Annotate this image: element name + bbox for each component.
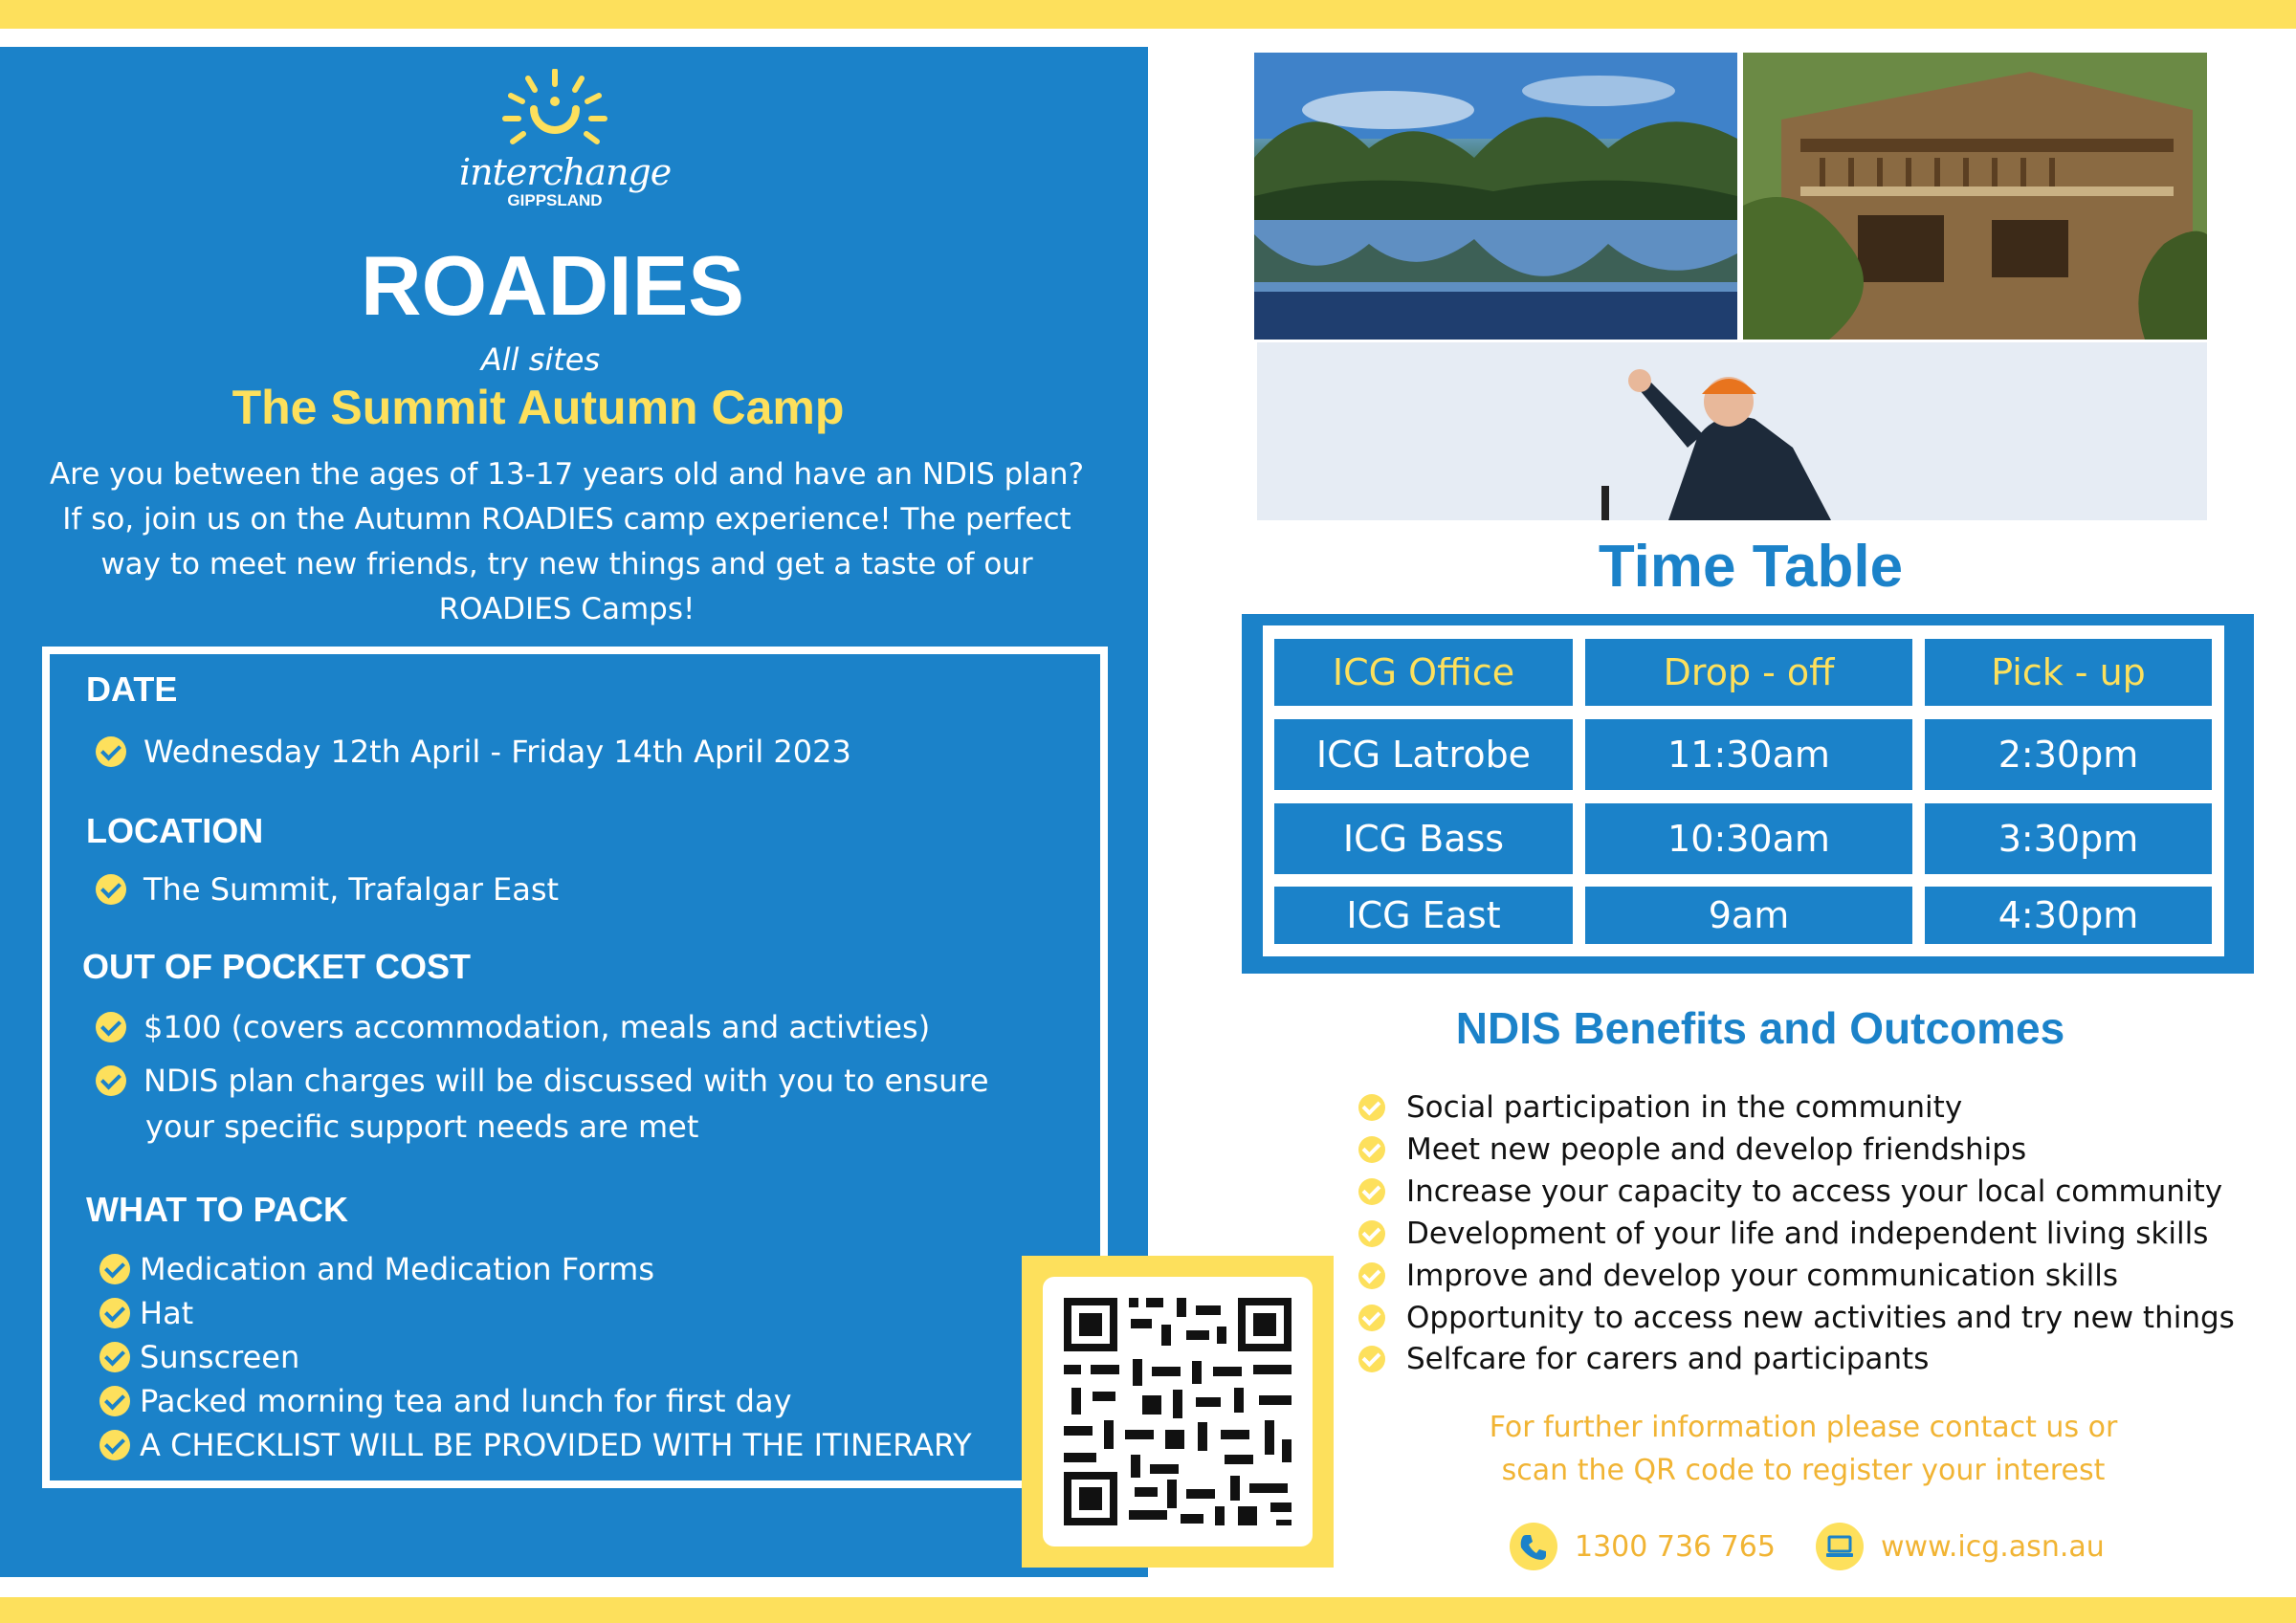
camp-name: The Summit Autumn Camp — [232, 381, 845, 434]
ndis-benefit-item — [1358, 1259, 2118, 1293]
sun-logo-icon — [459, 69, 651, 155]
date-value: Wednesday 12th April - Friday 14th April 2023 — [144, 734, 851, 770]
cost-item — [96, 1004, 930, 1050]
lake-photo — [1254, 53, 1737, 340]
timetable-cell: 11:30am — [1585, 719, 1912, 790]
check-icon — [1358, 1262, 1385, 1289]
ndis-benefit-text: Meet new people and develop friendships — [1406, 1132, 2027, 1167]
check-icon — [1358, 1094, 1385, 1121]
intro-paragraph: Are you between the ages of 13-17 years old and have an NDIS plan? If so, join us on the Autumn ROADIES camp experience! The perfect way to meet new friends, try new things and get a taste of our ROADIES Camps! — [49, 457, 1085, 626]
timetable-header-cell: Drop - off — [1585, 639, 1912, 706]
pack-item — [99, 1246, 654, 1292]
location-heading: LOCATION — [86, 811, 264, 850]
ndis-benefit-text: Selfcare for carers and participants — [1406, 1342, 1930, 1376]
top-accent-bar — [0, 0, 2296, 29]
check-icon — [1358, 1220, 1385, 1247]
date-heading: DATE — [86, 669, 178, 709]
ndis-benefit-item — [1358, 1174, 2222, 1209]
cost-item-text: $100 (covers accommodation, meals and activties) — [144, 1009, 931, 1045]
pack-item — [99, 1290, 193, 1336]
check-icon — [96, 874, 126, 905]
cost-item — [96, 1058, 989, 1104]
pack-item — [99, 1334, 299, 1380]
cost-item-text: your specific support needs are met — [145, 1108, 699, 1145]
qr-code-icon — [1043, 1277, 1313, 1546]
cost-item-text: NDIS plan charges will be discussed with you to ensure — [144, 1063, 989, 1099]
pack-item-text: Hat — [140, 1295, 194, 1331]
pack-item-text: A CHECKLIST WILL BE PROVIDED WITH THE ITINERARY — [140, 1427, 972, 1463]
check-icon — [1358, 1346, 1385, 1372]
check-icon — [96, 1012, 126, 1042]
check-icon — [99, 1342, 130, 1372]
page-title: ROADIES — [361, 238, 744, 333]
ndis-benefit-item — [1358, 1090, 1962, 1125]
qr-code-card — [1043, 1277, 1313, 1546]
timetable-cell: 10:30am — [1585, 803, 1912, 874]
pack-item — [99, 1378, 792, 1424]
website-contact[interactable] — [1816, 1523, 2105, 1570]
contact-prompt — [1435, 1406, 2172, 1492]
ndis-benefit-item — [1358, 1342, 1929, 1376]
website-link[interactable]: www.icg.asn.au — [1881, 1529, 2105, 1564]
contact-line-1: For further information please contact us or — [1489, 1411, 2118, 1444]
pack-item — [99, 1422, 972, 1468]
climber-photo — [1257, 342, 2207, 520]
contact-line-2: scan the QR code to register your interest — [1501, 1454, 2106, 1487]
logo-region: GIPPSLAND — [507, 191, 603, 209]
location-item — [96, 866, 559, 912]
sites-subtitle: All sites — [480, 341, 601, 378]
check-icon — [96, 736, 126, 767]
cabin-building-icon — [1743, 53, 2207, 340]
check-icon — [99, 1430, 130, 1460]
pack-item-text: Packed morning tea and lunch for first day — [140, 1383, 792, 1419]
logo-wordmark: interchange — [459, 151, 672, 193]
timetable-cell: 4:30pm — [1925, 887, 2212, 944]
check-icon — [96, 1065, 126, 1096]
ndis-benefit-item — [1358, 1217, 2208, 1251]
cost-item-continued — [145, 1104, 698, 1150]
qr-code[interactable] — [1022, 1256, 1334, 1568]
timetable-title: Time Table — [1598, 534, 1904, 600]
details-box-edge — [1100, 647, 1108, 1259]
pack-item-text: Sunscreen — [140, 1339, 300, 1375]
timetable-cell: 3:30pm — [1925, 803, 2212, 874]
ndis-benefit-text: Improve and develop your communication skills — [1406, 1259, 2119, 1293]
check-icon — [1358, 1136, 1385, 1163]
ndis-benefit-text: Development of your life and independent living skills — [1406, 1217, 2209, 1251]
timetable-cell: ICG Latrobe — [1274, 719, 1573, 790]
check-icon — [1358, 1305, 1385, 1331]
pack-item-text: Medication and Medication Forms — [140, 1251, 654, 1287]
ndis-benefit-item — [1358, 1132, 2026, 1167]
location-value: The Summit, Trafalgar East — [144, 871, 560, 908]
timetable-cell: ICG Bass — [1274, 803, 1573, 874]
timetable-header-cell: Pick - up — [1925, 639, 2212, 706]
ndis-benefit-text: Increase your capacity to access your local community — [1406, 1174, 2223, 1209]
date-item — [96, 729, 851, 775]
timetable-cell: 2:30pm — [1925, 719, 2212, 790]
phone-icon — [1510, 1523, 1557, 1570]
phone-contact[interactable] — [1510, 1523, 1776, 1570]
check-icon — [1358, 1178, 1385, 1205]
timetable-cell: 9am — [1585, 887, 1912, 944]
ndis-benefit-item — [1358, 1301, 2235, 1335]
timetable-cell: ICG East — [1274, 887, 1573, 944]
check-icon — [99, 1386, 130, 1416]
check-icon — [99, 1254, 130, 1284]
cost-heading: OUT OF POCKET COST — [82, 947, 472, 986]
cabin-photo — [1743, 53, 2207, 340]
ndis-benefit-text: Social participation in the community — [1406, 1090, 1963, 1125]
timetable-header-cell: ICG Office — [1274, 639, 1573, 706]
check-icon — [99, 1298, 130, 1328]
phone-number[interactable]: 1300 736 765 — [1575, 1529, 1776, 1564]
climber-waving-icon — [1257, 342, 2207, 520]
laptop-icon — [1816, 1523, 1864, 1570]
pack-heading: WHAT TO PACK — [86, 1190, 348, 1229]
ndis-benefits-title: NDIS Benefits and Outcomes — [1455, 1003, 2065, 1053]
lake-landscape-icon — [1254, 53, 1737, 340]
interchange-logo — [459, 69, 672, 212]
ndis-benefit-text: Opportunity to access new activities and try new things — [1406, 1301, 2235, 1335]
bottom-accent-bar — [0, 1597, 2296, 1623]
